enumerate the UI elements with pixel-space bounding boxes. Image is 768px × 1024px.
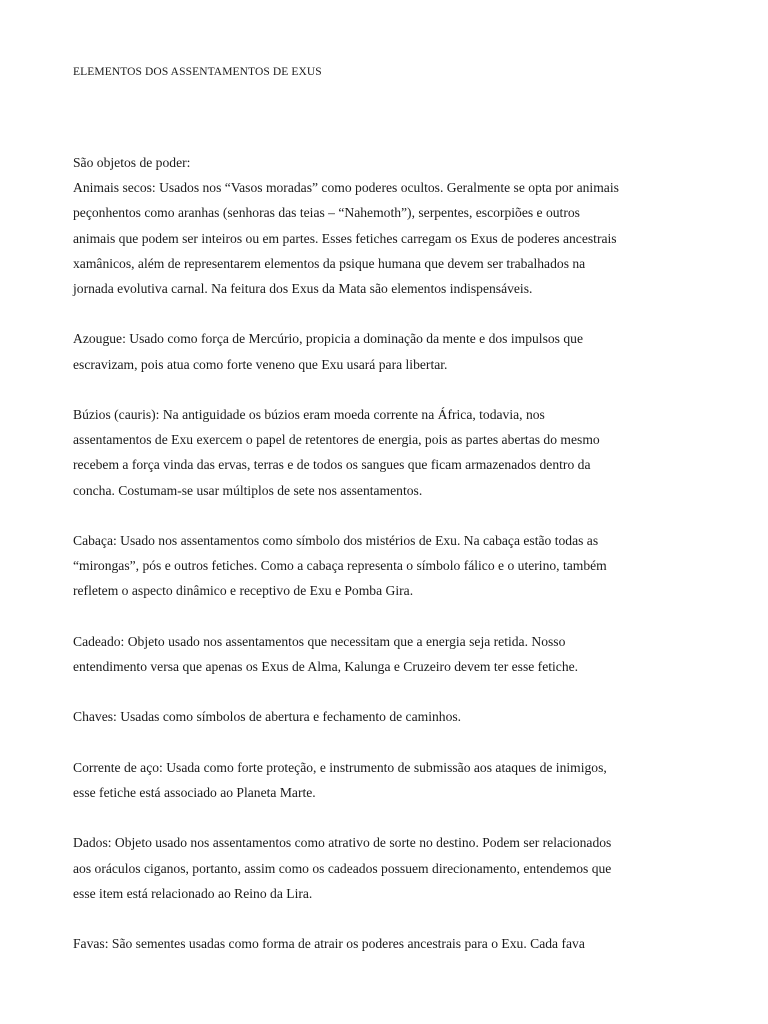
text-line: Dados: Objeto usado nos assentamentos como atrativo de sorte no destino. Podem ser relacionados xyxy=(73,835,612,851)
text-line: Azougue: Usado como força de Mercúrio, propicia a dominação da mente e dos impulsos que xyxy=(73,331,583,347)
text-line: esse item está relacionado ao Reino da Lira. xyxy=(73,885,313,901)
text-line: Cadeado: Objeto usado nos assentamentos que necessitam que a energia seja retida. Nosso xyxy=(73,633,566,649)
text-line: aos oráculos ciganos, portanto, assim como os cadeados possuem direcionamento, entendemos que xyxy=(73,860,612,876)
document-body xyxy=(73,150,703,982)
text-line: Favas: São sementes usadas como forma de atrair os poderes ancestrais para o Exu. Cada fava xyxy=(73,936,585,952)
text-line: entendimento versa que apenas os Exus de Alma, Kalunga e Cruzeiro devem ter esse fetiche. xyxy=(73,659,579,674)
paragraph-buzios xyxy=(73,402,703,503)
text-line: esse fetiche está associado ao Planeta Marte. xyxy=(73,784,316,800)
text-line: xamânicos, além de representarem elementos da psique humana que devem ser trabalhados na xyxy=(73,255,586,271)
text-line: São objetos de poder: xyxy=(73,155,191,170)
text-line: Búzios (cauris): Na antiguidade os búzios eram moeda corrente na África, todavia, nos xyxy=(73,407,545,422)
text-line: Corrente de aço: Usada como forte proteção, e instrumento de submissão aos ataques de inimigos, xyxy=(73,759,607,775)
paragraph-cadeado xyxy=(73,629,703,679)
paragraph-chaves xyxy=(73,704,703,729)
text-line: Cabaça: Usado nos assentamentos como símbolo dos mistérios de Exu. Na cabaça estão todas as xyxy=(73,533,599,548)
text-line: “mirongas”, pós e outros fetiches. Como a cabaça representa o símbolo fálico e o uterino, também xyxy=(73,558,607,574)
paragraph-favas xyxy=(73,931,703,956)
text-line: jornada evolutiva carnal. Na feitura dos Exus da Mata são elementos indispensáveis. xyxy=(73,281,533,297)
text-line: peçonhentos como aranhas (senhoras das teias – “Nahemoth”), serpentes, escorpiões e outros xyxy=(73,205,580,221)
paragraph-dados xyxy=(73,830,703,906)
text-line: assentamentos de Exu exercem o papel de retentores de energia, pois as partes abertas do mesmo xyxy=(73,432,600,448)
paragraph-corrente xyxy=(73,755,703,805)
paragraph-cabaca xyxy=(73,528,703,604)
text-line: escravizam, pois atua como forte veneno que Exu usará para libertar. xyxy=(73,356,448,372)
text-line: recebem a força vinda das ervas, terras e de todos os sangues que ficam armazenados dentro da xyxy=(73,457,591,473)
text-line: refletem o aspecto dinâmico e receptivo de Exu e Pomba Gira. xyxy=(73,583,414,599)
text-line: concha. Costumam-se usar múltiplos de sete nos assentamentos. xyxy=(73,482,423,498)
paragraph-azougue xyxy=(73,326,703,376)
paragraph-animais-secos xyxy=(73,175,703,301)
text-line: Animais secos: Usados nos “Vasos moradas” como poderes ocultos. Geralmente se opta por animais xyxy=(73,180,619,196)
text-line: animais que podem ser inteiros ou em partes. Esses fetiches carregam os Exus de poderes ancestrais xyxy=(73,230,617,246)
paragraph-intro xyxy=(73,150,703,175)
document-title: ELEMENTOS DOS ASSENTAMENTOS DE EXUS xyxy=(73,66,322,78)
text-line: Chaves: Usadas como símbolos de abertura e fechamento de caminhos. xyxy=(73,709,462,725)
